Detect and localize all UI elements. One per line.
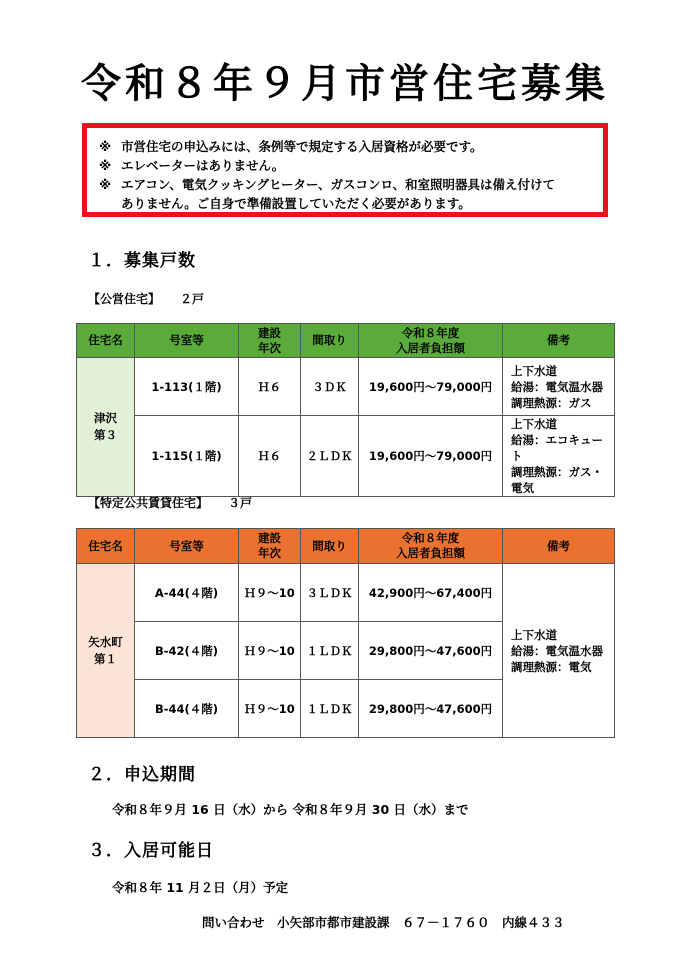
- year-cell: Ｈ９～10: [239, 680, 301, 738]
- special-housing-title: 【特定公共賃貸住宅】: [88, 496, 209, 510]
- room-cell: B-44(４階): [135, 680, 239, 738]
- table-row: [77, 358, 615, 416]
- section-heading-vacancies: １．募集戸数: [88, 251, 196, 271]
- cost-cell: 42,900円～67,400円: [359, 564, 503, 622]
- layout-cell: １ＬＤＫ: [301, 622, 359, 680]
- move-in-date-text: 令和８年 11 月２日（月）予定: [112, 880, 289, 895]
- table-row: [77, 564, 615, 622]
- year-cell: Ｈ６: [239, 416, 301, 497]
- year-cell: Ｈ９～10: [239, 564, 301, 622]
- header-build-year: 建設 年次: [239, 529, 301, 564]
- application-period-text: 令和８年９月 16 日（水）から 令和８年９月 30 日（水）まで: [112, 802, 469, 817]
- notice-text: エレベーターはありません。: [121, 158, 285, 173]
- header-cost: 令和８年度 入居者負担額: [359, 324, 503, 358]
- header-remarks: 備考: [503, 529, 615, 564]
- page-title: 令和８年９月市営住宅募集: [81, 61, 609, 107]
- remarks-cell: 上下水道 給湯：電気温水器 調理熱源：電気: [503, 564, 615, 738]
- layout-cell: ３ＤＫ: [301, 358, 359, 416]
- remarks-cell: 上下水道 給湯：電気温水器 調理熱源：ガス: [503, 358, 615, 416]
- room-cell: 1-115(１階): [135, 416, 239, 497]
- special-housing-table: [76, 528, 615, 738]
- special-housing-count: ３戸: [228, 496, 253, 510]
- room-cell: A-44(４階): [135, 564, 239, 622]
- remarks-cell: 上下水道 給湯：エコキュート 調理熱源：ガス・電気: [503, 416, 615, 497]
- contact-info: 問い合わせ 小矢部市都市建設課 ６７－１７６０ 内線４３３: [202, 915, 565, 930]
- table-row: [77, 416, 615, 497]
- notice-mark: ※: [99, 177, 112, 192]
- header-layout: 間取り: [301, 324, 359, 358]
- header-layout: 間取り: [301, 529, 359, 564]
- notice-box: [82, 123, 608, 217]
- public-housing-title: 【公営住宅】: [88, 292, 161, 306]
- notice-text: ありません。ご自身で準備設置していただく必要があります。: [121, 196, 471, 211]
- cost-cell: 19,600円～79,000円: [359, 416, 503, 497]
- housing-name: 矢水町 第１: [77, 564, 135, 738]
- notice-item: [99, 156, 591, 175]
- cost-cell: 29,800円～47,600円: [359, 622, 503, 680]
- layout-cell: １ＬＤＫ: [301, 680, 359, 738]
- header-cost: 令和８年度 入居者負担額: [359, 529, 503, 564]
- header-remarks: 備考: [503, 324, 615, 358]
- notice-item: [99, 137, 591, 156]
- notice-item: [99, 175, 591, 194]
- notice-text: 市営住宅の申込みには、条例等で規定する入居資格が必要です。: [121, 139, 483, 154]
- section-heading-move-in-date: ３．入居可能日: [88, 841, 214, 861]
- header-room: 号室等: [135, 324, 239, 358]
- year-cell: Ｈ６: [239, 358, 301, 416]
- year-cell: Ｈ９～10: [239, 622, 301, 680]
- notice-mark: ※: [99, 158, 112, 173]
- public-housing-label: [88, 290, 204, 307]
- public-housing-count: ２戸: [180, 292, 205, 306]
- header-build-year: 建設 年次: [239, 324, 301, 358]
- layout-cell: ２ＬＤＫ: [301, 416, 359, 497]
- notice-mark: ※: [99, 139, 112, 154]
- public-housing-table: [76, 323, 615, 497]
- notice-item-continued: [99, 194, 591, 213]
- cost-cell: 29,800円～47,600円: [359, 680, 503, 738]
- layout-cell: ３ＬＤＫ: [301, 564, 359, 622]
- special-housing-label: [88, 494, 252, 511]
- notice-text: エアコン、電気クッキングヒーター、ガスコンロ、和室照明器具は備え付けて: [121, 177, 556, 192]
- room-cell: B-42(４階): [135, 622, 239, 680]
- cost-cell: 19,600円～79,000円: [359, 358, 503, 416]
- header-housing-name: 住宅名: [77, 324, 135, 358]
- section-heading-application-period: ２．申込期間: [88, 765, 196, 785]
- header-housing-name: 住宅名: [77, 529, 135, 564]
- header-room: 号室等: [135, 529, 239, 564]
- room-cell: 1-113(１階): [135, 358, 239, 416]
- housing-name: 津沢 第３: [77, 358, 135, 497]
